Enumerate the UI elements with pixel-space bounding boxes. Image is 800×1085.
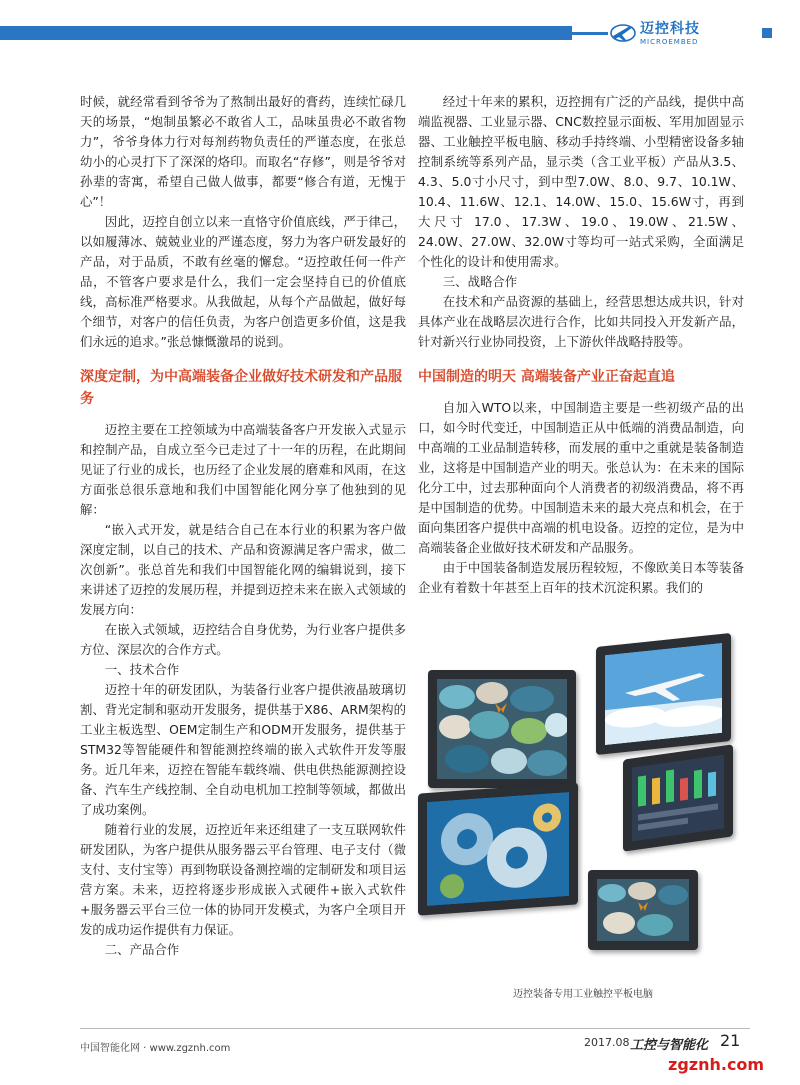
- paragraph: 随着行业的发展，迈控近年来还组建了一支互联网软件研发团队，为客户提供从服务器云平台管理、电子支付（微支付、支付宝等）再到物联设备测控端的定制研发和项目运营方案。未来，迈控将逐步形成嵌入式硬件+嵌入式软件+服务器云平台三位一体的协同开发模式，为客户全项目开发的成功运作提供有力保证。: [80, 822, 406, 937]
- paragraph: 在技术和产品资源的基础上，经营思想达成共识，针对具体产业在战略层次进行合作，比如共同投入开发新产品，针对新兴行业协同投资，上下游伙伴战略持股等。: [418, 294, 744, 349]
- monitor-image-control-panel: [623, 744, 733, 851]
- subheading: 三、战略合作: [442, 274, 518, 289]
- section-heading: 中国制造的明天 高端装备产业正奋起直追: [418, 369, 675, 385]
- left-column: [80, 92, 406, 960]
- brand-logo: [610, 16, 730, 52]
- logo-text-cn: 迈控科技: [640, 21, 700, 37]
- footer-magazine: 工控与智能化: [630, 1038, 709, 1053]
- paragraph: “嵌入式开发，就是结合自己在本行业的积累为客户做深度定制，以自己的技术、产品和资源满足客户需求，做二次创新”。张总首先和我们中国智能化网的编辑说到，接下来讲述了迈控的发展历程，并提到迈控未来在嵌入式领域的发展方向：: [80, 522, 406, 617]
- paragraph: 时候，就经常看到爷爷为了熬制出最好的膏药，连续忙碌几天的场景，“炮制虽繁必不敢省人工，品味虽贵必不敢省物力”，爷爷身体力行对每剂药物负责任的严谨态度，在张总幼小的心灵打下了深深的烙印。而取名“存修”，则是爷爷对孙辈的寄寓，希望自己做人做事，都要“修合有道，无愧于心”！: [80, 94, 406, 209]
- footer-site: 中国智能化网 · www.zgznh.com: [80, 1043, 231, 1054]
- section-heading: 深度定制，为中高端装备企业做好技术研发和产品服务: [80, 369, 402, 407]
- figure-caption: 迈控装备专用工业触控平板电脑: [513, 989, 653, 1000]
- right-column: [418, 92, 744, 598]
- subheading: 二、产品合作: [104, 942, 180, 957]
- logo-text-en: MICROEMBED: [640, 38, 699, 46]
- corner-square: [762, 28, 772, 38]
- page-number: 21: [720, 1031, 741, 1050]
- paragraph: 经过十年来的累积，迈控拥有广泛的产品线，提供中高端监视器、工业显示器、CNC数控显示面板、军用加固显示器、工业触控平板电脑、移动手持终端、小型精密设备多轴控制系统等系列产品，显示类（含工业平板）产品从3.5、4.3、5.0寸小尺寸，到中型7.0W、8.0、9.7、10.1W、10.4、11.6W、12.1、14.0W、15.0、15.6W寸，再到大尺寸 17.0、17.3W、19.0、19.0W、21.5W、24.0W、27.0W、32.0W寸等均可一站式采购，全面满足个性化的设计和使用需求。: [418, 94, 744, 269]
- product-photo-collage: [418, 640, 748, 985]
- subheading: 一、技术合作: [104, 662, 180, 677]
- paragraph: 自加入WTO以来，中国制造主要是一些初级产品的出口，如今时代变迁，中国制造正从中低端的消费品制造，向中高端的工业品制造转移，而发展的重中之重就是装备制造业，这将是中国制造产业的明天。张总认为：在未来的国际化分工中，过去那种面向个人消费者的初级消费品，将不再是中国制造的优势。中国制造未来的最大亮点和机会，在于面向集团客户提供中高端的机电设备。迈控的定位，是为中高端装备企业做好技术研发和产品服务。: [418, 400, 744, 555]
- paragraph: 由于中国装备制造发展历程较短，不像欧美日本等装备企业有着数十年甚至上百年的技术沉淀积累。我们的: [418, 560, 744, 595]
- paragraph: 迈控主要在工控领域为中高端装备客户开发嵌入式显示和控制产品，自成立至今已走过了十一年的历程，在此期间见证了行业的成长，也历经了企业发展的磨难和风雨，在这方面张总很乐意地和我们中国智能化网分享了他独到的见解：: [80, 422, 406, 517]
- header-bar: [0, 26, 572, 40]
- monitor-image-stones: [428, 670, 576, 788]
- paragraph: 因此，迈控自创立以来一直恪守价值底线，严于律己，以如履薄冰、兢兢业业的严谨态度，努力为客户研发最好的产品，对于品质，不敢有丝毫的懈怠。“迈控敢任何一件产品，不管客户要求是什么，我们一定会坚持自已的价值底线，高标准严格要求。从我做起，从每个产品做起，做好每个细节，对客户的信任负责，为客户创造更多价值，这是我们永远的追求。”张总慷慨激昂的说到。: [80, 214, 406, 349]
- paragraph: 迈控十年的研发团队，为装备行业客户提供液晶玻璃切割、背光定制和驱动开发服务，提供基于X86、ARM架构的工业主板选型、OEM定制生产和ODM开发服务，提供基于STM32等智能硬件和智能测控终端的嵌入式软件开发等服务。近几年来，迈控在智能车载终端、供电供热能源测控设备、汽车生产线控制、全自动电机加工控制等领域，都做出了成功案例。: [80, 682, 406, 817]
- plane-logo-icon: [610, 20, 636, 46]
- monitor-image-gears: [418, 782, 578, 915]
- footer-date: 2017.08: [584, 1036, 630, 1049]
- footer-rule: [80, 1028, 750, 1029]
- monitor-image-stones-small: [588, 870, 698, 950]
- header-rule: [572, 32, 608, 35]
- monitor-image-airplane: [596, 633, 731, 755]
- watermark: zgznh.com: [668, 1055, 765, 1074]
- paragraph: 在嵌入式领域，迈控结合自身优势，为行业客户提供多方位、深层次的合作方式。: [80, 622, 406, 657]
